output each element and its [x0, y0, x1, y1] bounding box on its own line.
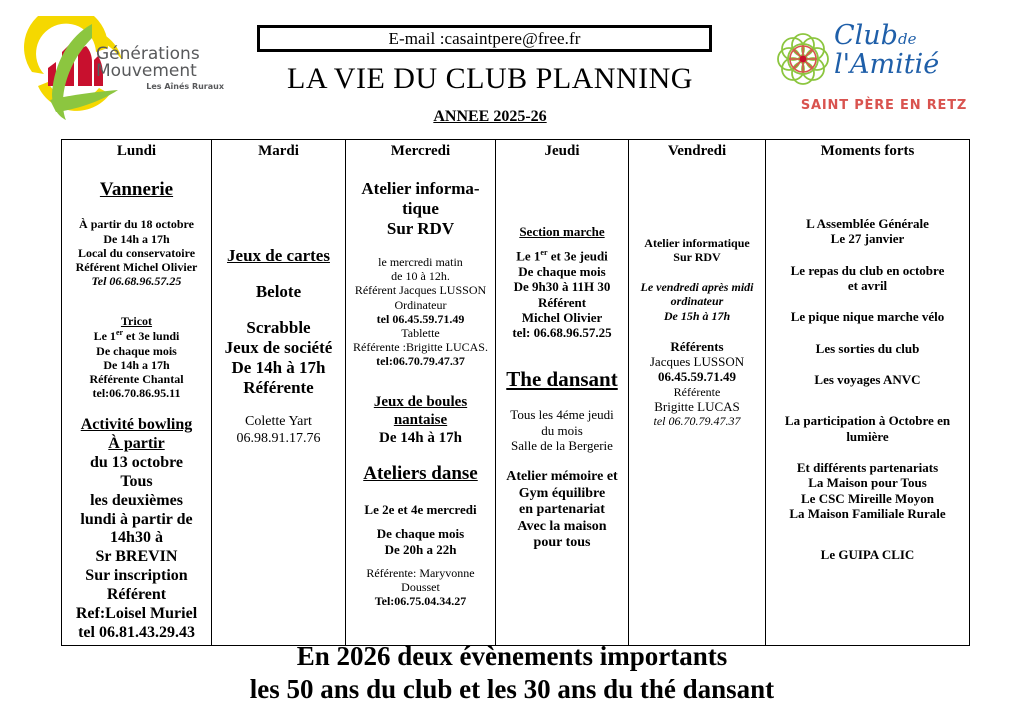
moments-partenariat-3: La Maison Familiale Rurale [789, 505, 946, 521]
page-title: LA VIE DU CLUB PLANNING [287, 62, 693, 95]
planning-table-wrapper [61, 139, 969, 641]
cell-moments-forts [766, 167, 970, 645]
lundi-title-tricot: Tricot [120, 314, 153, 329]
jeudi-marche-referent-nom: Michel Olivier [521, 309, 603, 325]
jeudi-atelier-memoire-l4: Avec la maison [517, 518, 607, 534]
vendredi-atelier-informatique: Atelier informatique [644, 236, 750, 250]
mardi-jeux-societe: Jeux de société [224, 338, 333, 358]
mercredi-referent: Référent Jacques LUSSON [354, 283, 487, 298]
mardi-referente-label: Référente [243, 378, 314, 398]
moments-octobre-lumiere-l1: La participation à Octobre en [784, 413, 951, 429]
moments-voyages: Les voyages ANVC [814, 371, 921, 387]
vendredi-sur-rdv: Sur RDV [673, 250, 721, 265]
lundi-vannerie-l3: Local du conservatoire [77, 245, 196, 260]
lundi-vannerie-tel: Tel 06.68.96.57.25 [91, 274, 182, 289]
mercredi-danse-tel: Tel:06.75.04.34.27 [374, 594, 467, 609]
club-amitie-wordmark [834, 22, 984, 78]
year-subtitle: ANNEE 2025-26 [433, 108, 547, 125]
moments-partenariat-2: Le CSC Mireille Moyon [801, 490, 934, 506]
mercredi-title-atelier-informatique-b: tique [402, 199, 439, 219]
planning-table [61, 139, 970, 646]
jeudi-marche-l3: De 9h30 à 11H 30 [513, 279, 611, 295]
mercredi-title-jeux-boules-b: nantaise [393, 412, 448, 429]
moments-assemblee-generale: L Assemblée Générale [806, 216, 929, 231]
cell-vendredi [629, 167, 766, 645]
flower-rosette-icon [770, 26, 836, 92]
mercredi-referente: Référente :Brigitte LUCAS. [353, 340, 488, 355]
club-amitie-logo [768, 22, 978, 132]
cell-lundi [62, 167, 212, 645]
vendredi-referent-2-nom: Brigitte LUCAS [654, 398, 740, 414]
moments-partenariats-title: Et différents partenariats [796, 459, 939, 475]
mercredi-tablette: Tablette [401, 325, 440, 340]
mercredi-title-ateliers-danse: Ateliers danse [363, 463, 478, 485]
jeudi-marche-tel: tel: 06.68.96.57.25 [512, 325, 612, 341]
jeudi-atelier-memoire-l5: pour tous [533, 535, 591, 551]
lundi-title-bowling-a: Activité bowling [80, 416, 193, 434]
jeudi-title-the-dansant: The dansant [506, 366, 618, 391]
logo-right-line1: Club [834, 20, 898, 51]
column-header-mercredi: Mercredi [346, 140, 496, 168]
vendredi-horaire-l3: De 15h à 17h [663, 308, 731, 323]
jeudi-atelier-memoire-l1: Atelier mémoire et [506, 469, 618, 485]
lundi-bowling-l8: Référent [106, 586, 167, 603]
lundi-tricot-l2: De chaque mois [96, 343, 177, 358]
table-header-row [62, 140, 970, 168]
mercredi-danse-l3: De 20h a 22h [384, 541, 457, 557]
jeudi-atelier-memoire-l2: Gym équilibre [518, 485, 606, 501]
mardi-referente-name: Colette Yart [245, 414, 312, 430]
lundi-title-bowling-b: À partir [108, 435, 165, 452]
moments-assemblee-date: Le 27 janvier [830, 231, 905, 247]
vendredi-horaire-l1: Le vendredi après midi [640, 280, 754, 295]
moments-pique-nique: Le pique nique marche vélo [790, 309, 945, 325]
lundi-tricot-tel: tel:06.70.86.95.11 [92, 385, 181, 400]
mercredi-boules-horaires: De 14h à 17h [379, 429, 462, 446]
moments-sorties: Les sorties du club [815, 340, 920, 356]
mardi-title-jeux-de-cartes: Jeux de cartes [227, 246, 330, 265]
footer-line-1: En 2026 deux évènements importants [296, 641, 728, 671]
vendredi-referent-1-nom: Jacques LUSSON [649, 354, 745, 370]
vendredi-referent-2-tel: tel 06.70.79.47.37 [653, 414, 741, 429]
jeudi-marche-referent-label: Référent [537, 294, 587, 310]
logo-right-line2: l'Amitié [834, 49, 940, 80]
lundi-tricot-l4: Référente Chantal [89, 371, 184, 386]
page-header [0, 0, 1024, 136]
lundi-bowling-l3: les deuxièmes [90, 491, 183, 509]
lundi-bowling-l4: lundi à partir de [80, 510, 193, 528]
column-header-vendredi: Vendredi [629, 140, 766, 168]
table-content-row [62, 167, 970, 645]
email-text: E-mail :casaintpere@free.fr [388, 28, 581, 48]
vendredi-referent-1-tel: 06.45.59.71.49 [658, 369, 736, 385]
lundi-bowling-l7: Sur inscription [85, 567, 188, 585]
cell-jeudi [496, 167, 629, 645]
column-header-jeudi: Jeudi [496, 140, 629, 168]
mercredi-ordinateur-tel: tel 06.45.59.71.49 [376, 311, 465, 326]
mardi-horaires: De 14h à 17h [231, 358, 326, 378]
mercredi-title-sur-rdv: Sur RDV [386, 219, 455, 239]
lundi-title-vannerie: Vannerie [99, 179, 174, 200]
vendredi-horaire-l2: ordinateur [670, 294, 724, 309]
column-header-mardi: Mardi [212, 140, 346, 168]
jeudi-title-section-marche: Section marche [519, 224, 605, 239]
jeudi-marche-l2: De chaque mois [518, 263, 606, 279]
club-amitie-subtitle: SAINT PÈRE EN RETZ [800, 98, 968, 113]
mercredi-info-l2: de 10 à 12h. [391, 269, 450, 284]
jeudi-the-dansant-l2: du mois [541, 422, 583, 438]
moments-octobre-lumiere-l2: lumière [846, 428, 889, 444]
logo-left-line2: Mouvement [96, 61, 197, 82]
generations-mouvement-logo [22, 16, 222, 128]
mercredi-title-atelier-informatique-a: Atelier informa- [361, 179, 480, 198]
generations-mouvement-wordmark [96, 46, 224, 91]
lundi-bowling-tel: tel 06.81.43.29.43 [78, 623, 195, 641]
logo-right-line1-small: de [897, 30, 917, 48]
jeudi-marche-l1: Le 1er et 3e jeudi [516, 248, 608, 264]
mercredi-danse-referente-nom: Dousset [401, 580, 440, 594]
moments-partenariat-1: La Maison pour Tous [808, 475, 927, 491]
mardi-referente-tel: 06.98.91.17.76 [236, 430, 321, 446]
cell-mercredi [346, 167, 496, 645]
logo-left-line1: Générations [96, 44, 200, 64]
mercredi-danse-l1: Le 2e et 4e mercredi [364, 501, 477, 517]
mardi-scrabble: Scrabble [246, 318, 311, 338]
lundi-bowling-l2: Tous [120, 472, 153, 490]
lundi-tricot-l1: Le 1er et 3e lundi [93, 328, 180, 344]
email-box [257, 25, 712, 52]
mercredi-danse-referente: Référente: Maryvonne [366, 565, 475, 580]
mardi-belote: Belote [255, 282, 302, 302]
jeudi-the-dansant-l3: Salle de la Bergerie [511, 438, 613, 454]
lundi-vannerie-l1: À partir du 18 octobre [79, 217, 194, 232]
cell-mardi [212, 167, 346, 645]
lundi-vannerie-l2: De 14h a 17h [103, 231, 170, 246]
moments-guipa-clic: Le GUIPA CLIC [820, 547, 915, 563]
lundi-bowling-l6: Sr BREVIN [95, 548, 178, 566]
jeudi-the-dansant-l1: Tous les 4éme jeudi [510, 407, 614, 423]
column-header-moments-forts: Moments forts [766, 140, 970, 168]
logo-left-line3: Les Aînés Ruraux [146, 81, 224, 91]
mercredi-ordinateur: Ordinateur [394, 297, 447, 312]
lundi-bowling-l9: Ref:Loisel Muriel [75, 604, 198, 622]
column-header-lundi: Lundi [62, 140, 212, 168]
moments-repas-l1: Le repas du club en octobre [790, 262, 945, 278]
lundi-bowling-l5: 14h30 à [110, 529, 163, 547]
vendredi-referente-label: Référente [673, 384, 721, 399]
mercredi-danse-l2: De chaque mois [376, 526, 465, 542]
mercredi-tablette-tel: tel:06.70.79.47.37 [376, 354, 465, 369]
lundi-tricot-l3: De 14h a 17h [103, 357, 170, 372]
lundi-vannerie-l4: Référent Michel Olivier [75, 259, 198, 274]
footer-line-2: les 50 ans du club et les 30 ans du thé dansant [249, 673, 775, 704]
vendredi-referents-label: Référents [670, 338, 724, 354]
lundi-bowling-l1: du 13 octobre [89, 453, 184, 471]
footer-announcement [0, 640, 1024, 706]
jeudi-atelier-memoire-l3: en partenariat [519, 502, 605, 518]
mercredi-title-jeux-boules-a: Jeux de boules [373, 394, 468, 411]
moments-repas-l2: et avril [847, 277, 888, 293]
mercredi-info-l1: le mercredi matin [378, 255, 463, 270]
